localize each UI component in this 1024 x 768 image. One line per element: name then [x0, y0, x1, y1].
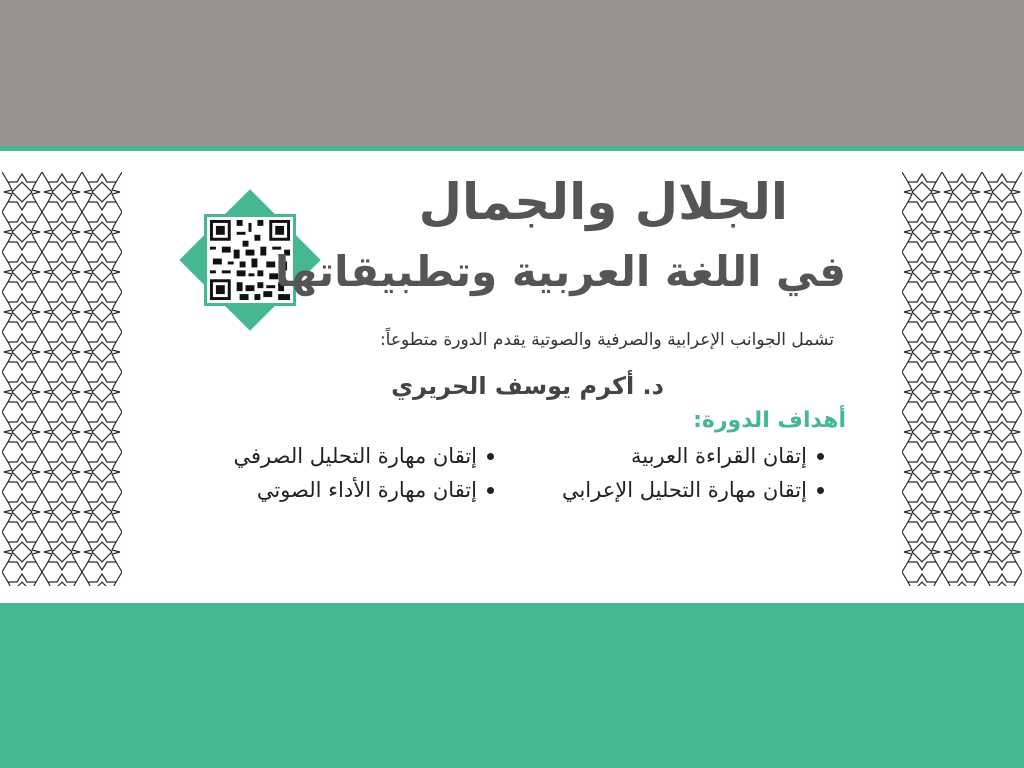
geometric-pattern-left-icon	[2, 172, 122, 586]
instructor-name: د. أكرم يوسف الحريري	[391, 372, 664, 400]
bullet-icon	[487, 487, 494, 494]
top-gray-band	[0, 0, 1024, 146]
course-title-line2: في اللغة العربية وتطبيقاتها	[274, 247, 846, 296]
goal-item	[257, 478, 494, 502]
course-subtitle: تشمل الجوانب الإعرابية والصرفية والصوتية يقدم الدورة متطوعاً:	[379, 330, 834, 350]
bullet-icon	[817, 453, 824, 460]
goal-text: إتقان القراءة العربية	[630, 444, 807, 468]
goal-item	[631, 444, 824, 468]
goals-heading: أهداف الدورة:	[693, 408, 846, 433]
goal-text: إتقان مهارة التحليل الإعرابي	[561, 478, 807, 502]
bottom-green-band	[0, 603, 1024, 768]
goal-text: إتقان مهارة التحليل الصرفي	[233, 444, 477, 468]
course-title-line1: الجلال والجمال	[418, 173, 788, 231]
geometric-pattern-right-icon	[902, 172, 1022, 586]
goal-text: إتقان مهارة الأداء الصوتي	[256, 478, 477, 502]
goal-item	[233, 444, 494, 468]
bullet-icon	[817, 487, 824, 494]
bullet-icon	[487, 453, 494, 460]
goal-item	[562, 478, 824, 502]
